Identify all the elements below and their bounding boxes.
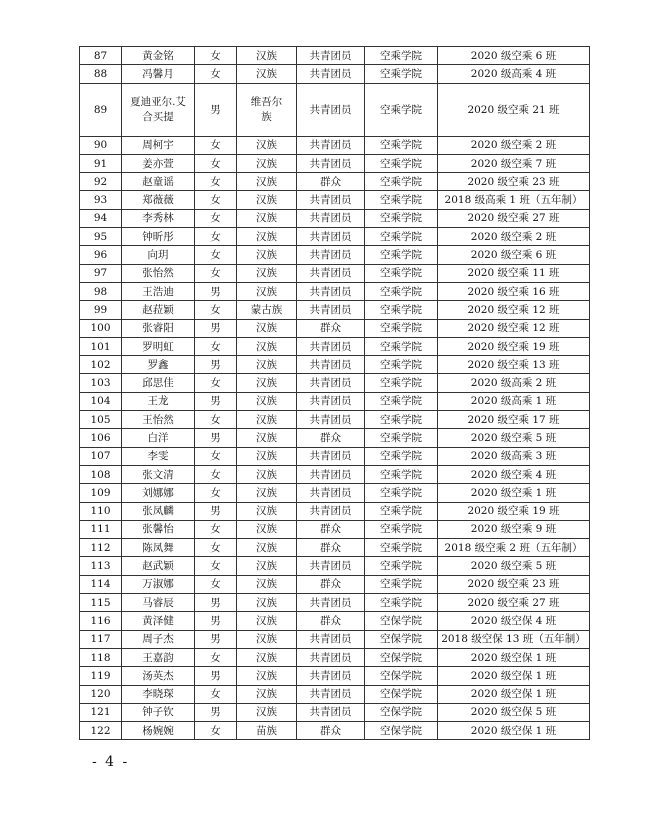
- cell-row-index: 94: [80, 209, 122, 227]
- cell-class: 2020 级空保 1 班: [438, 685, 590, 703]
- cell-college: 空保学院: [365, 685, 438, 703]
- cell-class: 2020 级空乘 21 班: [438, 83, 590, 136]
- cell-college: 空乘学院: [365, 246, 438, 264]
- cell-name: 黄金铭: [122, 47, 195, 65]
- table-row: [80, 173, 590, 191]
- cell-ethnicity: 汉族: [237, 575, 297, 593]
- cell-political-status: 共青团员: [297, 447, 365, 465]
- cell-gender: 男: [195, 392, 237, 410]
- cell-college: 空乘学院: [365, 502, 438, 520]
- cell-political-status: 群众: [297, 539, 365, 557]
- cell-ethnicity: 苗族: [237, 722, 297, 740]
- cell-political-status: 共青团员: [297, 356, 365, 374]
- cell-political-status: 共青团员: [297, 374, 365, 392]
- table-row: [80, 667, 590, 685]
- cell-college: 空乘学院: [365, 319, 438, 337]
- cell-class: 2020 级高乘 3 班: [438, 447, 590, 465]
- cell-name: 王龙: [122, 392, 195, 410]
- table-row: [80, 685, 590, 703]
- cell-name: 罗明虹: [122, 337, 195, 355]
- cell-political-status: 共青团员: [297, 282, 365, 300]
- cell-class: 2020 级空乘 6 班: [438, 47, 590, 65]
- cell-row-index: 104: [80, 392, 122, 410]
- cell-gender: 女: [195, 411, 237, 429]
- cell-name: 周子杰: [122, 630, 195, 648]
- table-row: [80, 301, 590, 319]
- cell-gender: 女: [195, 209, 237, 227]
- cell-ethnicity: 汉族: [237, 557, 297, 575]
- cell-class: 2020 级空乘 13 班: [438, 356, 590, 374]
- cell-class: 2020 级空乘 2 班: [438, 136, 590, 154]
- table-row: [80, 319, 590, 337]
- cell-row-index: 120: [80, 685, 122, 703]
- cell-gender: 女: [195, 337, 237, 355]
- cell-row-index: 118: [80, 648, 122, 666]
- cell-ethnicity: 汉族: [237, 319, 297, 337]
- table-row: [80, 337, 590, 355]
- cell-college: 空乘学院: [365, 209, 438, 227]
- cell-row-index: 100: [80, 319, 122, 337]
- cell-college: 空乘学院: [365, 228, 438, 246]
- cell-gender: 女: [195, 301, 237, 319]
- cell-gender: 男: [195, 83, 237, 136]
- cell-college: 空乘学院: [365, 356, 438, 374]
- cell-name: 马睿辰: [122, 594, 195, 612]
- cell-ethnicity: 汉族: [237, 228, 297, 246]
- cell-name: 张怡然: [122, 264, 195, 282]
- cell-gender: 女: [195, 539, 237, 557]
- table-row: [80, 484, 590, 502]
- cell-row-index: 107: [80, 447, 122, 465]
- cell-class: 2020 级空乘 12 班: [438, 301, 590, 319]
- cell-ethnicity: 汉族: [237, 429, 297, 447]
- cell-gender: 女: [195, 484, 237, 502]
- cell-political-status: 共青团员: [297, 484, 365, 502]
- table-row: [80, 47, 590, 65]
- cell-gender: 男: [195, 282, 237, 300]
- cell-name: 赵童谣: [122, 173, 195, 191]
- cell-political-status: 共青团员: [297, 630, 365, 648]
- cell-college: 空乘学院: [365, 557, 438, 575]
- cell-gender: 女: [195, 685, 237, 703]
- cell-name: 赵武颖: [122, 557, 195, 575]
- cell-row-index: 97: [80, 264, 122, 282]
- cell-ethnicity: 汉族: [237, 191, 297, 209]
- cell-political-status: 共青团员: [297, 136, 365, 154]
- cell-college: 空保学院: [365, 630, 438, 648]
- cell-college: 空乘学院: [365, 594, 438, 612]
- cell-name: 向玥: [122, 246, 195, 264]
- cell-ethnicity: 汉族: [237, 264, 297, 282]
- cell-gender: 女: [195, 136, 237, 154]
- cell-political-status: 群众: [297, 520, 365, 538]
- cell-row-index: 122: [80, 722, 122, 740]
- cell-ethnicity: 汉族: [237, 337, 297, 355]
- cell-political-status: 群众: [297, 612, 365, 630]
- cell-row-index: 95: [80, 228, 122, 246]
- cell-row-index: 89: [80, 83, 122, 136]
- cell-row-index: 117: [80, 630, 122, 648]
- cell-college: 空乘学院: [365, 392, 438, 410]
- cell-ethnicity: 汉族: [237, 648, 297, 666]
- cell-row-index: 106: [80, 429, 122, 447]
- cell-row-index: 114: [80, 575, 122, 593]
- cell-college: 空保学院: [365, 667, 438, 685]
- table-row: [80, 228, 590, 246]
- student-roster-table: [79, 46, 590, 740]
- table-row: [80, 575, 590, 593]
- cell-ethnicity: 汉族: [237, 356, 297, 374]
- table-row: [80, 630, 590, 648]
- table-row: [80, 539, 590, 557]
- table-row: [80, 264, 590, 282]
- cell-class: 2020 级空乘 4 班: [438, 465, 590, 483]
- cell-gender: 女: [195, 65, 237, 83]
- cell-gender: 女: [195, 575, 237, 593]
- cell-class: 2020 级空乘 12 班: [438, 319, 590, 337]
- cell-class: 2020 级空乘 27 班: [438, 209, 590, 227]
- cell-college: 空乘学院: [365, 484, 438, 502]
- cell-ethnicity: 汉族: [237, 594, 297, 612]
- cell-class: 2020 级空乘 23 班: [438, 173, 590, 191]
- cell-class: 2020 级高乘 1 班: [438, 392, 590, 410]
- cell-ethnicity: 汉族: [237, 447, 297, 465]
- cell-gender: 男: [195, 594, 237, 612]
- cell-row-index: 96: [80, 246, 122, 264]
- cell-class: 2020 级空乘 1 班: [438, 484, 590, 502]
- cell-class: 2020 级高乘 2 班: [438, 374, 590, 392]
- cell-class: 2020 级空保 4 班: [438, 612, 590, 630]
- cell-class: 2020 级空乘 5 班: [438, 429, 590, 447]
- cell-college: 空乘学院: [365, 191, 438, 209]
- cell-political-status: 共青团员: [297, 154, 365, 172]
- cell-college: 空乘学院: [365, 337, 438, 355]
- table-row: [80, 648, 590, 666]
- cell-row-index: 93: [80, 191, 122, 209]
- cell-name: 张睿阳: [122, 319, 195, 337]
- cell-political-status: 共青团员: [297, 47, 365, 65]
- cell-political-status: 共青团员: [297, 502, 365, 520]
- cell-college: 空乘学院: [365, 47, 438, 65]
- table-row: [80, 465, 590, 483]
- cell-ethnicity: 维吾尔族: [237, 83, 297, 136]
- cell-row-index: 110: [80, 502, 122, 520]
- cell-name: 李晓琛: [122, 685, 195, 703]
- cell-class: 2020 级空乘 17 班: [438, 411, 590, 429]
- cell-political-status: 群众: [297, 319, 365, 337]
- cell-class: 2020 级空乘 2 班: [438, 228, 590, 246]
- cell-class: 2020 级空乘 19 班: [438, 337, 590, 355]
- cell-class: 2020 级空乘 19 班: [438, 502, 590, 520]
- cell-college: 空保学院: [365, 612, 438, 630]
- cell-college: 空乘学院: [365, 539, 438, 557]
- table-row: [80, 392, 590, 410]
- cell-name: 李秀林: [122, 209, 195, 227]
- cell-name: 白洋: [122, 429, 195, 447]
- cell-gender: 男: [195, 429, 237, 447]
- cell-college: 空乘学院: [365, 65, 438, 83]
- cell-ethnicity: 汉族: [237, 47, 297, 65]
- cell-political-status: 共青团员: [297, 228, 365, 246]
- cell-name: 黄泽健: [122, 612, 195, 630]
- cell-college: 空乘学院: [365, 575, 438, 593]
- cell-ethnicity: 汉族: [237, 703, 297, 721]
- cell-college: 空乘学院: [365, 136, 438, 154]
- cell-college: 空乘学院: [365, 173, 438, 191]
- table-row: [80, 557, 590, 575]
- cell-political-status: 共青团员: [297, 301, 365, 319]
- cell-name: 陈凤舞: [122, 539, 195, 557]
- cell-ethnicity: 汉族: [237, 209, 297, 227]
- cell-row-index: 90: [80, 136, 122, 154]
- cell-name: 王嘉韵: [122, 648, 195, 666]
- cell-ethnicity: 汉族: [237, 685, 297, 703]
- cell-name: 郑薇薇: [122, 191, 195, 209]
- cell-ethnicity: 汉族: [237, 520, 297, 538]
- cell-ethnicity: 汉族: [237, 502, 297, 520]
- cell-row-index: 102: [80, 356, 122, 374]
- cell-ethnicity: 汉族: [237, 465, 297, 483]
- cell-political-status: 共青团员: [297, 411, 365, 429]
- cell-ethnicity: 汉族: [237, 392, 297, 410]
- cell-name: 王浩迪: [122, 282, 195, 300]
- table-row: [80, 374, 590, 392]
- cell-political-status: 群众: [297, 575, 365, 593]
- cell-row-index: 116: [80, 612, 122, 630]
- cell-college: 空保学院: [365, 722, 438, 740]
- cell-gender: 男: [195, 356, 237, 374]
- cell-political-status: 共青团员: [297, 685, 365, 703]
- cell-political-status: 群众: [297, 722, 365, 740]
- cell-name: 汤英杰: [122, 667, 195, 685]
- cell-gender: 女: [195, 246, 237, 264]
- cell-name: 钟子钦: [122, 703, 195, 721]
- cell-college: 空乘学院: [365, 301, 438, 319]
- cell-class: 2020 级空保 1 班: [438, 667, 590, 685]
- cell-row-index: 88: [80, 65, 122, 83]
- cell-row-index: 92: [80, 173, 122, 191]
- cell-gender: 女: [195, 191, 237, 209]
- cell-name: 王怡然: [122, 411, 195, 429]
- cell-ethnicity: 汉族: [237, 630, 297, 648]
- table-row: [80, 83, 590, 136]
- cell-ethnicity: 汉族: [237, 612, 297, 630]
- cell-row-index: 109: [80, 484, 122, 502]
- cell-college: 空乘学院: [365, 83, 438, 136]
- cell-ethnicity: 蒙古族: [237, 301, 297, 319]
- cell-ethnicity: 汉族: [237, 539, 297, 557]
- cell-class: 2020 级空乘 6 班: [438, 246, 590, 264]
- cell-political-status: 共青团员: [297, 191, 365, 209]
- table-row: [80, 246, 590, 264]
- cell-political-status: 共青团员: [297, 648, 365, 666]
- cell-political-status: 共青团员: [297, 209, 365, 227]
- cell-row-index: 113: [80, 557, 122, 575]
- cell-gender: 男: [195, 667, 237, 685]
- cell-row-index: 99: [80, 301, 122, 319]
- cell-class: 2018 级空保 13 班（五年制）: [438, 630, 590, 648]
- cell-name: 姜亦萱: [122, 154, 195, 172]
- cell-row-index: 108: [80, 465, 122, 483]
- cell-name: 刘娜娜: [122, 484, 195, 502]
- cell-name: 万淑娜: [122, 575, 195, 593]
- cell-name: 钟昕彤: [122, 228, 195, 246]
- cell-class: 2018 级空乘 2 班（五年制）: [438, 539, 590, 557]
- cell-college: 空乘学院: [365, 520, 438, 538]
- cell-gender: 女: [195, 173, 237, 191]
- table-row: [80, 356, 590, 374]
- cell-row-index: 103: [80, 374, 122, 392]
- table-row: [80, 154, 590, 172]
- cell-class: 2020 级空乘 23 班: [438, 575, 590, 593]
- cell-class: 2020 级空乘 11 班: [438, 264, 590, 282]
- cell-name: 邱思佳: [122, 374, 195, 392]
- cell-political-status: 共青团员: [297, 594, 365, 612]
- cell-college: 空乘学院: [365, 154, 438, 172]
- cell-name: 杨婉婉: [122, 722, 195, 740]
- cell-class: 2020 级空乘 7 班: [438, 154, 590, 172]
- cell-row-index: 101: [80, 337, 122, 355]
- cell-row-index: 121: [80, 703, 122, 721]
- cell-gender: 男: [195, 502, 237, 520]
- cell-gender: 女: [195, 648, 237, 666]
- cell-political-status: 共青团员: [297, 83, 365, 136]
- cell-class: 2020 级空乘 5 班: [438, 557, 590, 575]
- cell-gender: 男: [195, 703, 237, 721]
- cell-college: 空乘学院: [365, 374, 438, 392]
- cell-college: 空乘学院: [365, 447, 438, 465]
- cell-political-status: 群众: [297, 173, 365, 191]
- table-row: [80, 282, 590, 300]
- cell-college: 空乘学院: [365, 465, 438, 483]
- cell-gender: 女: [195, 447, 237, 465]
- table-row: [80, 429, 590, 447]
- cell-gender: 女: [195, 228, 237, 246]
- cell-class: 2020 级空乘 27 班: [438, 594, 590, 612]
- cell-college: 空乘学院: [365, 411, 438, 429]
- cell-row-index: 87: [80, 47, 122, 65]
- cell-row-index: 111: [80, 520, 122, 538]
- cell-political-status: 共青团员: [297, 557, 365, 575]
- cell-row-index: 105: [80, 411, 122, 429]
- cell-row-index: 119: [80, 667, 122, 685]
- cell-name: 李雯: [122, 447, 195, 465]
- cell-row-index: 91: [80, 154, 122, 172]
- cell-political-status: 共青团员: [297, 465, 365, 483]
- cell-gender: 女: [195, 465, 237, 483]
- table-row: [80, 703, 590, 721]
- cell-ethnicity: 汉族: [237, 667, 297, 685]
- cell-class: 2020 级高乘 4 班: [438, 65, 590, 83]
- cell-ethnicity: 汉族: [237, 484, 297, 502]
- cell-name: 张凤麟: [122, 502, 195, 520]
- cell-ethnicity: 汉族: [237, 65, 297, 83]
- cell-political-status: 共青团员: [297, 337, 365, 355]
- cell-political-status: 群众: [297, 429, 365, 447]
- table-row: [80, 722, 590, 740]
- cell-ethnicity: 汉族: [237, 136, 297, 154]
- table-row: [80, 520, 590, 538]
- table-row: [80, 612, 590, 630]
- cell-gender: 女: [195, 264, 237, 282]
- cell-row-index: 98: [80, 282, 122, 300]
- cell-class: 2020 级空保 5 班: [438, 703, 590, 721]
- cell-name: 冯馨月: [122, 65, 195, 83]
- cell-college: 空保学院: [365, 648, 438, 666]
- cell-ethnicity: 汉族: [237, 282, 297, 300]
- cell-political-status: 共青团员: [297, 392, 365, 410]
- cell-gender: 男: [195, 612, 237, 630]
- cell-gender: 女: [195, 47, 237, 65]
- table-row: [80, 594, 590, 612]
- cell-gender: 男: [195, 319, 237, 337]
- cell-ethnicity: 汉族: [237, 154, 297, 172]
- cell-college: 空乘学院: [365, 264, 438, 282]
- cell-gender: 女: [195, 520, 237, 538]
- cell-class: 2020 级空乘 16 班: [438, 282, 590, 300]
- cell-ethnicity: 汉族: [237, 173, 297, 191]
- table-row: [80, 65, 590, 83]
- cell-class: 2020 级空乘 9 班: [438, 520, 590, 538]
- cell-gender: 女: [195, 557, 237, 575]
- table-row: [80, 191, 590, 209]
- cell-name: 罗鑫: [122, 356, 195, 374]
- cell-gender: 女: [195, 154, 237, 172]
- cell-class: 2020 级空保 1 班: [438, 648, 590, 666]
- cell-name: 夏迪亚尔.艾合买提: [122, 83, 195, 136]
- cell-gender: 男: [195, 630, 237, 648]
- cell-college: 空乘学院: [365, 282, 438, 300]
- table-row: [80, 136, 590, 154]
- table-row: [80, 209, 590, 227]
- cell-gender: 女: [195, 722, 237, 740]
- roster-body: [80, 47, 590, 740]
- cell-name: 周柯宇: [122, 136, 195, 154]
- cell-political-status: 共青团员: [297, 264, 365, 282]
- table-row: [80, 502, 590, 520]
- cell-political-status: 共青团员: [297, 65, 365, 83]
- cell-name: 张馨怡: [122, 520, 195, 538]
- cell-ethnicity: 汉族: [237, 374, 297, 392]
- table-row: [80, 447, 590, 465]
- table-row: [80, 411, 590, 429]
- cell-name: 赵菈颖: [122, 301, 195, 319]
- cell-class: 2018 级高乘 1 班（五年制）: [438, 191, 590, 209]
- cell-political-status: 共青团员: [297, 246, 365, 264]
- cell-name: 张文清: [122, 465, 195, 483]
- cell-college: 空保学院: [365, 703, 438, 721]
- cell-college: 空乘学院: [365, 429, 438, 447]
- cell-political-status: 共青团员: [297, 703, 365, 721]
- cell-ethnicity: 汉族: [237, 411, 297, 429]
- cell-class: 2020 级空保 1 班: [438, 722, 590, 740]
- cell-row-index: 112: [80, 539, 122, 557]
- cell-row-index: 115: [80, 594, 122, 612]
- cell-gender: 女: [195, 374, 237, 392]
- page-number: - 4 -: [92, 754, 130, 770]
- cell-ethnicity: 汉族: [237, 246, 297, 264]
- cell-political-status: 共青团员: [297, 667, 365, 685]
